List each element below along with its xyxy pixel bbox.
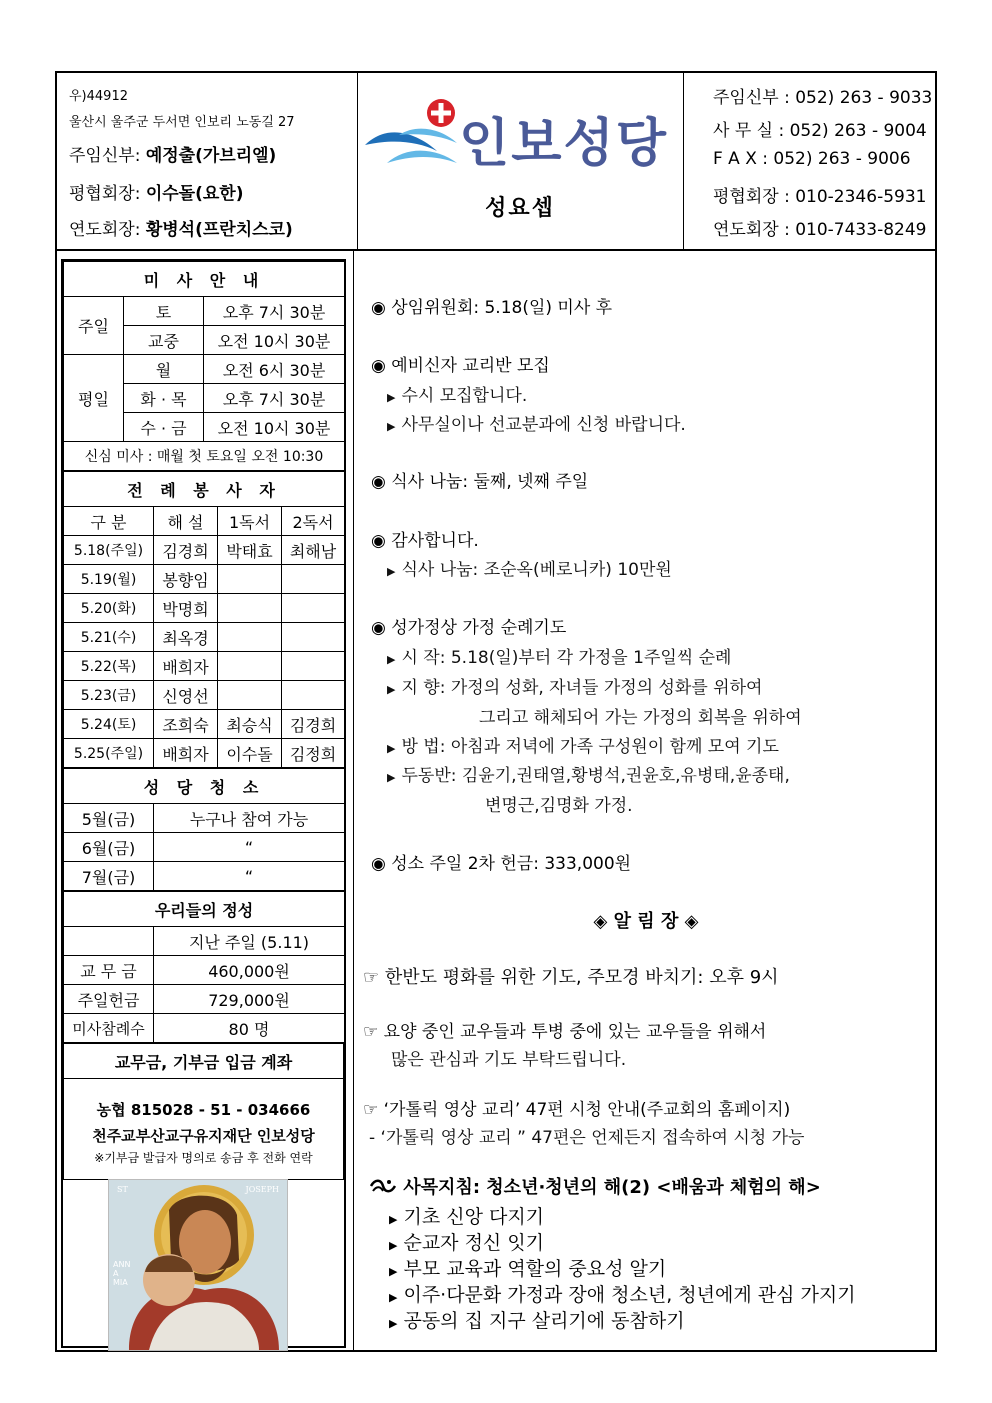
servers-reader1: 최승식 — [218, 710, 282, 739]
mass-schedule-table — [63, 261, 345, 471]
servers-reader2 — [282, 652, 345, 681]
list-item-text: 방 법: 아침과 저녁에 가족 구성원이 함께 모여 기도 — [401, 737, 779, 757]
servers-reader2: 김경희 — [282, 710, 345, 739]
list-item — [389, 1228, 544, 1255]
table-row — [64, 623, 345, 652]
servers-commentator: 신영선 — [154, 681, 218, 710]
triangle-bullet-icon: ▶ — [387, 391, 396, 404]
pointing-hand-icon: ☞ — [363, 1022, 379, 1042]
offering-title: 우리들의 정성 — [64, 892, 345, 927]
triangle-bullet-icon: ▶ — [387, 420, 396, 433]
triangle-bullet-icon: ▶ — [389, 1239, 398, 1252]
contact-office: 사 무 실 : 052) 263 - 9004 — [713, 121, 927, 141]
mass-time: 오전 6시 30분 — [204, 355, 345, 384]
notice-meal — [371, 467, 588, 492]
cleaning-month: 5월(금) — [64, 804, 154, 833]
account-title: 교무금, 기부금 입금 계좌 — [64, 1044, 344, 1079]
ornament-icon — [369, 1177, 397, 1195]
servers-reader1: 이수돌 — [218, 739, 282, 768]
servers-reader1 — [218, 565, 282, 594]
cleaning-month: 6월(금) — [64, 833, 154, 862]
list-item — [387, 555, 672, 580]
list-item — [387, 673, 762, 698]
servers-reader2 — [282, 565, 345, 594]
offering-label: 주일헌금 — [64, 985, 154, 1014]
legion-line — [69, 215, 293, 240]
triangle-bullet-icon: ▶ — [389, 1317, 398, 1330]
offering-table — [63, 891, 345, 1043]
triangle-bullet-icon: ▶ — [387, 653, 396, 666]
target-bullet-icon: ◉ — [371, 618, 386, 638]
parish-address: 울산시 울주군 두서면 인보리 노동길 27 — [69, 115, 295, 130]
notice-holy-family — [371, 613, 566, 638]
table-row — [64, 985, 345, 1014]
servers-date: 5.20(화) — [64, 594, 154, 623]
target-bullet-icon: ◉ — [371, 298, 386, 318]
table-row — [64, 833, 345, 862]
mass-weekday-label: 평일 — [64, 355, 124, 442]
notice-text: 감사합니다. — [391, 531, 479, 551]
mass-day: 월 — [124, 355, 204, 384]
table-row — [64, 652, 345, 681]
council-label: 평협회장: — [69, 184, 141, 204]
parish-logo-area — [357, 73, 684, 249]
table-row — [64, 565, 345, 594]
servers-reader2: 김정희 — [282, 739, 345, 768]
triangle-bullet-icon: ▶ — [389, 1291, 398, 1304]
notice-text: 식사 나눔: 둘째, 넷째 주일 — [391, 472, 589, 492]
council-line — [69, 179, 243, 204]
target-bullet-icon: ◉ — [371, 531, 386, 551]
list-item — [387, 643, 731, 668]
servers-commentator: 최옥경 — [154, 623, 218, 652]
servers-commentator: 김경희 — [154, 536, 218, 565]
contact-list — [683, 73, 935, 249]
servers-commentator: 배희자 — [154, 652, 218, 681]
triangle-bullet-icon: ▶ — [387, 742, 396, 755]
servers-commentator: 박명희 — [154, 594, 218, 623]
mass-title: 미 사 안 내 — [64, 262, 345, 297]
account-number: 농협 815028 - 51 - 034666 — [96, 1100, 311, 1119]
contact-legion: 연도회장 : 010-7433-8249 — [713, 220, 927, 240]
list-item-text: 사무실이나 선교분과에 신청 바랍니다. — [401, 415, 686, 435]
notice-vocation-collection — [371, 849, 631, 874]
account-holder: 천주교부산교구유지재단 인보성당 — [92, 1126, 315, 1145]
mass-day: 토 — [124, 297, 204, 326]
offering-label: 미사참례수 — [64, 1014, 154, 1043]
triangle-bullet-icon: ▶ — [387, 565, 396, 578]
list-item-text: 두동반: 김윤기,권태열,황병석,권윤호,유병태,윤종태, — [401, 766, 790, 786]
notice-thanks — [371, 526, 479, 551]
servers-commentator: 배희자 — [154, 739, 218, 768]
servers-date: 5.25(주일) — [64, 739, 154, 768]
pastoral-guideline-title — [369, 1173, 821, 1199]
servers-header: 구 분 — [64, 507, 154, 536]
notice-text: 예비신자 교리반 모집 — [391, 356, 550, 376]
cleaning-assignee: 누구나 참여 가능 — [154, 804, 345, 833]
list-item-text: 수시 모집합니다. — [401, 386, 528, 406]
table-row — [64, 681, 345, 710]
mass-day: 화 · 목 — [124, 384, 204, 413]
pointing-hand-icon: ☞ — [363, 967, 380, 988]
left-sidebar — [61, 259, 346, 1348]
offering-period: 지난 주일 (5.11) — [154, 927, 345, 956]
postal-code: 우)44912 — [69, 89, 128, 104]
st-joseph-icon-image — [108, 1179, 288, 1351]
board-text: ‘가톨릭 영상 교리’ 47편 시청 안내(주교회의 홈페이지) — [383, 1100, 791, 1120]
pointing-hand-icon: ☞ — [363, 1100, 379, 1120]
st-joseph-icon — [109, 1180, 287, 1350]
servers-date: 5.22(목) — [64, 652, 154, 681]
list-item-text: 식사 나눔: 조순옥(베로니카) 10만원 — [401, 560, 672, 580]
contact-pastor: 주임신부 : 052) 263 - 9033 — [713, 88, 933, 108]
servers-commentator: 조희숙 — [154, 710, 218, 739]
pastor-line — [69, 141, 276, 166]
table-row — [64, 594, 345, 623]
bulletin-header — [57, 73, 935, 251]
table-row — [64, 710, 345, 739]
cleaning-assignee: “ — [154, 833, 345, 862]
offering-value: 729,000원 — [154, 985, 345, 1014]
mass-time: 오전 10시 30분 — [204, 326, 345, 355]
board-title: ◈ 알 림 장 ◈ — [593, 911, 699, 932]
servers-reader2 — [282, 594, 345, 623]
mass-day: 교중 — [124, 326, 204, 355]
servers-title: 전 례 봉 사 자 — [64, 472, 345, 507]
table-row — [64, 804, 345, 833]
servers-date: 5.21(수) — [64, 623, 154, 652]
list-item — [387, 410, 686, 435]
cleaning-table — [63, 768, 345, 891]
offering-value: 80 명 — [154, 1014, 345, 1043]
parish-info — [57, 73, 358, 249]
account-info — [64, 1079, 344, 1180]
list-item-text: 순교자 정신 잇기 — [403, 1232, 545, 1254]
parish-logo-icon — [357, 93, 467, 183]
table-row — [64, 862, 345, 891]
board-text-continued: - ‘가톨릭 영상 교리 ” 47편은 언제든지 접속하여 시청 가능 — [369, 1128, 805, 1148]
pastor-label: 주임신부: — [69, 146, 141, 166]
list-item — [389, 1280, 856, 1307]
list-item-continued: 변명근,김명화 가정. — [485, 796, 633, 816]
pastor-name: 예정출(가브리엘) — [145, 146, 277, 166]
servers-reader2 — [282, 681, 345, 710]
bulletin-frame — [55, 71, 937, 1352]
list-item — [389, 1202, 544, 1229]
account-table — [63, 1043, 344, 1180]
cleaning-title: 성 당 청 소 — [64, 769, 345, 804]
board-sick-prayer — [363, 1017, 766, 1042]
servers-header: 1독서 — [218, 507, 282, 536]
mass-time: 오후 7시 30분 — [204, 384, 345, 413]
target-bullet-icon: ◉ — [371, 356, 386, 376]
servers-reader1 — [218, 652, 282, 681]
liturgy-servers-table — [63, 471, 345, 768]
list-item-text: 부모 교육과 역할의 중요성 알기 — [403, 1258, 667, 1280]
triangle-bullet-icon: ▶ — [387, 771, 396, 784]
servers-date: 5.18(주일) — [64, 536, 154, 565]
servers-reader2: 최해남 — [282, 536, 345, 565]
contact-fax: F A X : 052) 263 - 9006 — [713, 149, 911, 169]
servers-date: 5.19(월) — [64, 565, 154, 594]
target-bullet-icon: ◉ — [371, 854, 386, 874]
pastoral-title-text: 사목지침: 청소년·청년의 해(2) <배움과 체험의 해> — [403, 1177, 821, 1198]
notice-text: 성소 주일 2차 헌금: 333,000원 — [391, 854, 632, 874]
servers-date: 5.23(금) — [64, 681, 154, 710]
triangle-bullet-icon: ▶ — [389, 1265, 398, 1278]
board-text-continued: 많은 관심과 기도 부탁드립니다. — [391, 1050, 627, 1070]
servers-reader1 — [218, 681, 282, 710]
target-bullet-icon: ◉ — [371, 472, 386, 492]
list-item — [387, 732, 779, 757]
offering-blank — [64, 927, 154, 956]
icon-side-text: ANNA MIA — [113, 1260, 131, 1287]
list-item-text: 지 향: 가정의 성화, 자녀들 가정의 성화를 위하여 — [401, 678, 763, 698]
legion-label: 연도회장: — [69, 220, 141, 240]
council-name: 이수돌(요한) — [145, 184, 244, 204]
first-saturday-mass: 신심 미사 : 매월 첫 토요일 오전 10:30 — [64, 442, 345, 471]
legion-name: 황병석(프란치스코) — [145, 220, 293, 240]
account-note: ※기부금 발급자 명의로 송금 후 전화 연락 — [94, 1150, 313, 1165]
list-item — [387, 761, 790, 786]
list-item-continued: 그리고 해체되어 가는 가정의 회복을 위하여 — [479, 708, 802, 728]
notice-catechumen — [371, 351, 550, 376]
list-item — [389, 1306, 685, 1333]
board-peace-prayer — [363, 963, 779, 989]
icon-label-left: ST — [117, 1185, 128, 1194]
list-item-text: 이주·다문화 가정과 장애 청소년, 청년에게 관심 가지기 — [403, 1284, 856, 1306]
table-row — [64, 956, 345, 985]
column-divider — [353, 249, 354, 1352]
servers-header: 해 설 — [154, 507, 218, 536]
servers-date: 5.24(토) — [64, 710, 154, 739]
board-catechism-video — [363, 1095, 790, 1120]
mass-day: 수 · 금 — [124, 413, 204, 442]
table-row — [64, 536, 345, 565]
list-item-text: 기초 신앙 다지기 — [403, 1206, 545, 1228]
board-text: 한반도 평화를 위한 기도, 주모경 바치기: 오후 9시 — [384, 967, 779, 988]
parish-name: 인보성당 — [459, 114, 668, 174]
offering-value: 460,000원 — [154, 956, 345, 985]
servers-reader1 — [218, 594, 282, 623]
servers-reader2 — [282, 623, 345, 652]
icon-label-right: JOSEPH — [245, 1185, 279, 1194]
cleaning-assignee: “ — [154, 862, 345, 891]
table-row — [64, 739, 345, 768]
triangle-bullet-icon: ▶ — [389, 1213, 398, 1226]
list-item — [387, 381, 527, 406]
mass-time: 오후 7시 30분 — [204, 297, 345, 326]
triangle-bullet-icon: ▶ — [387, 683, 396, 696]
servers-commentator: 봉향임 — [154, 565, 218, 594]
servers-reader1: 박태효 — [218, 536, 282, 565]
contact-council: 평협회장 : 010-2346-5931 — [713, 187, 927, 207]
notice-text: 상임위원회: 5.18(일) 미사 후 — [391, 298, 613, 318]
list-item-text: 시 작: 5.18(일)부터 각 가정을 1주일씩 순례 — [401, 648, 732, 668]
notice-committee — [371, 293, 612, 318]
table-row — [64, 1014, 345, 1043]
notices-column — [357, 259, 935, 1348]
mass-time: 오전 10시 30분 — [204, 413, 345, 442]
bulletin-title: 성요셉 — [485, 196, 555, 221]
cleaning-month: 7월(금) — [64, 862, 154, 891]
list-item-text: 공동의 집 지구 살리기에 동참하기 — [403, 1310, 685, 1332]
servers-header: 2독서 — [282, 507, 345, 536]
offering-label: 교 무 금 — [64, 956, 154, 985]
servers-reader1 — [218, 623, 282, 652]
board-text: 요양 중인 교우들과 투병 중에 있는 교우들을 위해서 — [383, 1022, 767, 1042]
mass-sunday-label: 주일 — [64, 297, 124, 355]
list-item — [389, 1254, 666, 1281]
notice-text: 성가정상 가정 순례기도 — [391, 618, 567, 638]
